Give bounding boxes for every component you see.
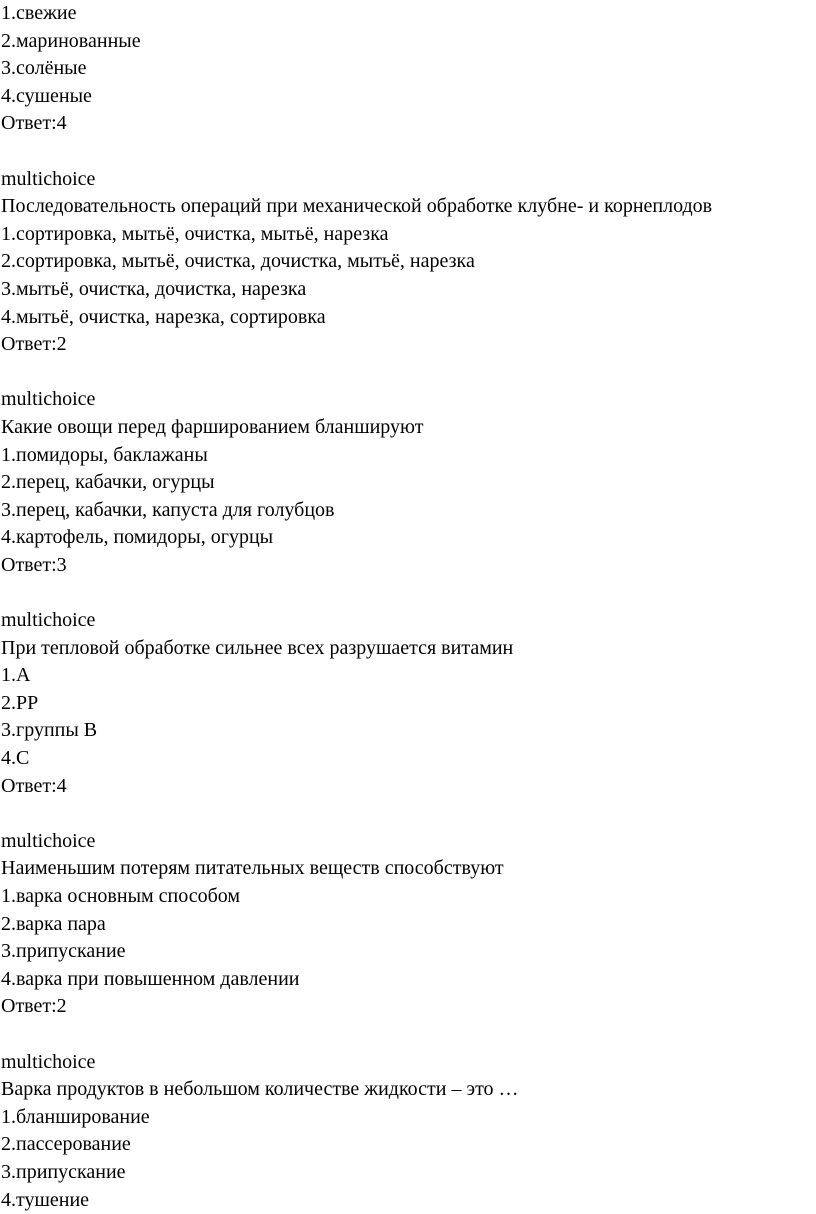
option-line: 1.А xyxy=(1,664,31,687)
option-line: 2.перец, кабачки, огурцы xyxy=(1,471,215,494)
option-line: 2.маринованные xyxy=(1,29,141,52)
option-line: 4.тушение xyxy=(1,1188,90,1211)
option-line: 3.припускание xyxy=(1,1160,126,1183)
question-block xyxy=(1,0,816,138)
question-text: Варка продуктов в небольшом количестве жидкости – это … xyxy=(1,1078,519,1101)
question-block xyxy=(1,828,816,1021)
question-block xyxy=(1,386,816,579)
question-block xyxy=(1,1049,816,1214)
option-line: 3.припускание xyxy=(1,940,126,963)
option-line: 4.мытьё, очистка, нарезка, сортировка xyxy=(1,305,326,328)
option-line: 1.свежие xyxy=(1,2,77,24)
option-line: 3.мытьё, очистка, дочистка, нарезка xyxy=(1,277,307,300)
answer-line: Ответ:4 xyxy=(1,112,67,135)
option-line: 3.перец, кабачки, капуста для голубцов xyxy=(1,498,335,521)
option-line: 2.варка пара xyxy=(1,912,106,935)
option-line: 1.варка основным способом xyxy=(1,885,241,907)
answer-line: Ответ:2 xyxy=(1,995,67,1018)
block-spacer xyxy=(1,138,816,166)
option-line: 4.картофель, помидоры, огурцы xyxy=(1,526,274,549)
block-spacer xyxy=(1,800,816,828)
option-line: 2.сортировка, мытьё, очистка, дочистка, мытьё, нарезка xyxy=(1,250,475,273)
question-type: multichoice xyxy=(1,1050,96,1073)
question-type: multichoice xyxy=(1,609,96,632)
option-line: 2.пассерование xyxy=(1,1133,131,1156)
question-text: Какие овощи перед фаршированием бланшируют xyxy=(1,415,424,438)
block-spacer xyxy=(1,1021,816,1049)
option-line: 3.солёные xyxy=(1,57,87,80)
question-type: multichoice xyxy=(1,388,96,411)
question-block xyxy=(1,166,816,359)
document-page xyxy=(1,0,816,1214)
option-line: 3.группы В xyxy=(1,719,98,742)
question-type: multichoice xyxy=(1,167,96,190)
answer-line: Ответ:3 xyxy=(1,553,67,576)
option-line: 4.сушеные xyxy=(1,84,92,107)
question-block xyxy=(1,607,816,800)
option-line: 1.помидоры, баклажаны xyxy=(1,443,208,466)
answer-line: Ответ:4 xyxy=(1,774,67,797)
option-line: 1.сортировка, мытьё, очистка, мытьё, нарезка xyxy=(1,222,389,245)
option-line: 4.варка при повышенном давлении xyxy=(1,967,300,990)
block-spacer xyxy=(1,359,816,387)
question-text: Последовательность операций при механической обработке клубне- и корнеплодов xyxy=(1,195,713,218)
question-type: multichoice xyxy=(1,829,96,852)
block-spacer xyxy=(1,579,816,607)
question-text: При тепловой обработке сильнее всех разрушается витамин xyxy=(1,636,514,659)
answer-line: Ответ:2 xyxy=(1,333,67,356)
option-line: 1.бланширование xyxy=(1,1105,150,1128)
option-line: 2.РР xyxy=(1,691,39,714)
option-line: 4.С xyxy=(1,747,30,770)
question-text: Наименьшим потерям питательных веществ способствуют xyxy=(1,857,504,880)
